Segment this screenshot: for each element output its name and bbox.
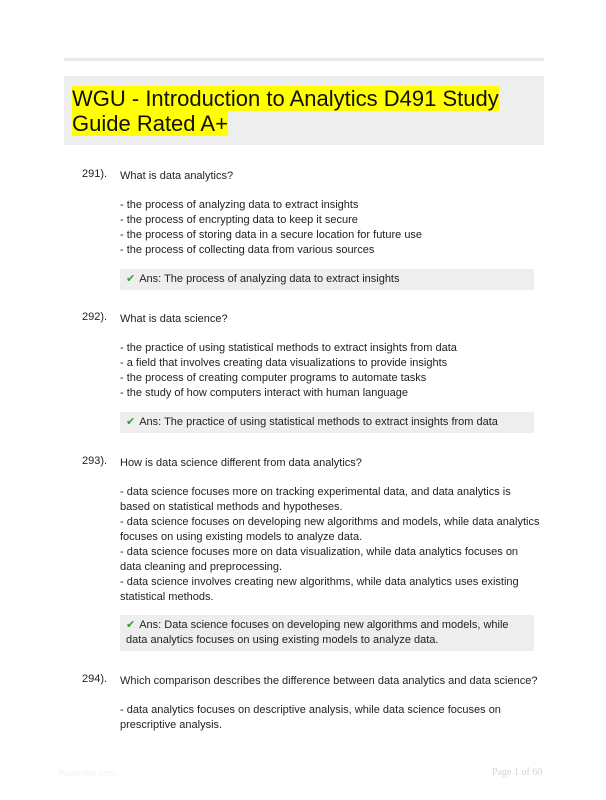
option-item: - the process of collecting data from various sources (120, 244, 375, 256)
question-number: 294). (82, 673, 108, 685)
answer-box (120, 615, 534, 651)
option-item: - the process of analyzing data to extract insights (120, 199, 359, 211)
checkmark-icon: ✔ (126, 273, 136, 285)
option-list (120, 703, 540, 733)
option-item: - the process of creating computer programs to automate tasks (120, 372, 427, 384)
option-item: - the study of how computers interact with human language (120, 387, 408, 399)
title-banner (64, 76, 544, 145)
option-item: - data science focuses more on data visualization, while data analytics focuses on data cleaning and preprocessing. (120, 546, 519, 573)
checkmark-icon: ✔ (126, 416, 136, 428)
option-item: - data science involves creating new algorithms, while data analytics uses existing statistical methods. (120, 576, 519, 603)
option-item: - data analytics focuses on descriptive analysis, while data science focuses on prescriptive analysis. (120, 704, 501, 731)
top-divider (64, 58, 544, 61)
question-text: What is data science? (120, 313, 228, 325)
answer-box (120, 269, 534, 290)
checkmark-icon: ✔ (126, 619, 136, 631)
option-item: - data science focuses more on tracking experimental data, and data analytics is based on statistical methods and hypotheses. (120, 486, 511, 513)
option-item: - the process of storing data in a secure location for future use (120, 229, 423, 241)
watermark-text: Paperlibe.com (58, 768, 116, 778)
question-number: 293). (82, 455, 108, 467)
title-highlight: WGU - Introduction to Analytics D491 Study Guide Rated A+ (72, 86, 499, 136)
answer-text: Ans: The practice of using statistical methods to extract insights from data (139, 416, 498, 428)
answer-text: Ans: Data science focuses on developing new algorithms and models, while data analytics focuses on using existing models to analyze data. (126, 619, 509, 646)
option-list (120, 198, 540, 258)
question-text: How is data science different from data analytics? (120, 457, 362, 469)
option-item: - the process of encrypting data to keep it secure (120, 214, 358, 226)
answer-box (120, 412, 534, 433)
answer-text: Ans: The process of analyzing data to extract insights (139, 273, 400, 285)
document-title (72, 86, 544, 136)
question-text: What is data analytics? (120, 170, 234, 182)
page-number: Page 1 of 60 (492, 767, 543, 778)
question-number: 291). (82, 168, 108, 180)
option-item: - data science focuses on developing new algorithms and models, while data analytics focuses on using existing models to analyze data. (120, 516, 540, 543)
option-item: - the practice of using statistical methods to extract insights from data (120, 342, 457, 354)
option-list (120, 485, 540, 605)
option-list (120, 341, 540, 401)
question-number: 292). (82, 311, 108, 323)
option-item: - a field that involves creating data visualizations to provide insights (120, 357, 448, 369)
question-text: Which comparison describes the difference between data analytics and data science? (120, 675, 538, 687)
